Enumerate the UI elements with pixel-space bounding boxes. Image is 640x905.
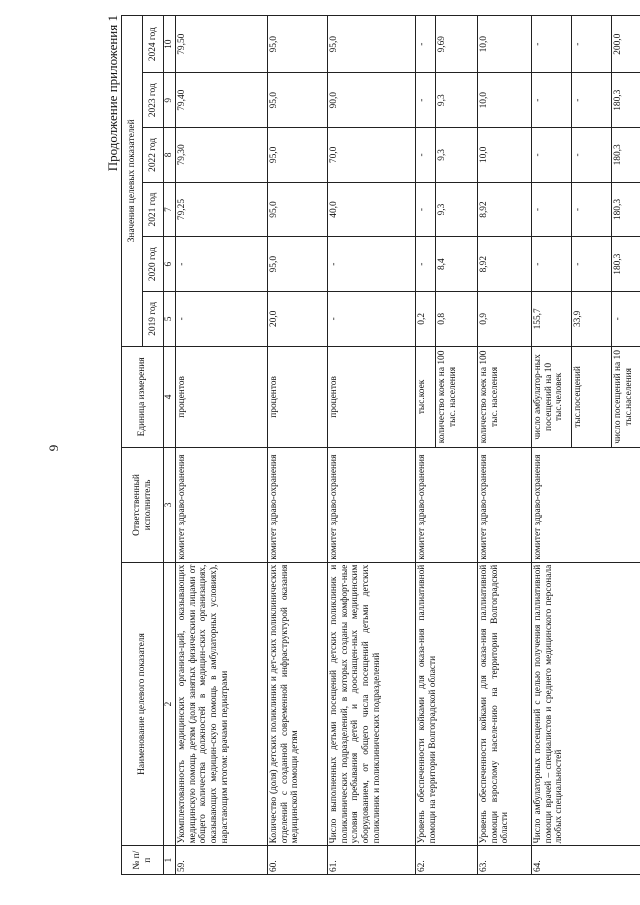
value-2024: 95,0 [328,16,416,73]
value-2020: - [416,237,436,292]
value-2023: - [532,73,572,128]
continuation-caption: Продолжение приложения 1 [105,15,120,172]
value-2021: - [572,182,612,237]
responsible-executor: комитет здраво-охранения [268,448,328,563]
value-2020: 95,0 [268,237,328,292]
responsible-executor: комитет здраво-охранения [176,448,268,563]
row-number: 64. [532,846,640,875]
value-2024: - [416,16,436,73]
value-2021: - [532,182,572,237]
value-2023: 95,0 [268,73,328,128]
value-2019: 33,9 [572,292,612,347]
unit: количество коек на 100 тыс. населения [436,346,478,448]
value-2022: 9,3 [436,128,478,183]
table-row [176,16,268,875]
value-2024: 9,69 [436,16,478,73]
table-row [416,16,436,875]
responsible-executor: комитет здраво-охранения [478,448,532,563]
unit: процентов [328,346,416,448]
value-2020: - [532,237,572,292]
value-2023: 10,0 [478,73,532,128]
value-2020: 180,3 [612,237,640,292]
value-2019: 0,9 [478,292,532,347]
unit: число посещений на 10 тыс.населения [612,346,640,448]
value-2019: - [328,292,416,347]
header-executor: Ответственный исполнитель [122,448,164,563]
unit: тыс.посещений [572,346,612,448]
value-2020: - [176,237,268,292]
column-number: 5 [164,292,176,347]
value-2023: - [416,73,436,128]
value-2021: 180,3 [612,182,640,237]
value-2021: 79,25 [176,182,268,237]
value-2023: 9,3 [436,73,478,128]
value-2024: 79,50 [176,16,268,73]
header-name: Наименование целевого показателя [122,562,164,846]
value-2021: 40,0 [328,182,416,237]
value-2022: 95,0 [268,128,328,183]
value-2020: - [328,237,416,292]
value-2019: - [176,292,268,347]
responsible-executor: комитет здраво-охранения [532,448,640,563]
indicators-table [121,15,640,875]
value-2021: 95,0 [268,182,328,237]
value-2020: 8,4 [436,237,478,292]
unit: число амбулатор-ных посещений на 10 тыс.человек [532,346,572,448]
value-2022: 79,30 [176,128,268,183]
header-unit: Единица измерения [122,346,164,448]
rotated-table-sheet [105,15,634,875]
column-number: 6 [164,237,176,292]
value-2023: - [572,73,612,128]
indicator-name: Уровень обеспеченности койками для оказа-ния паллиативной помощи на территории Волгоградской области [416,562,478,846]
responsible-executor: комитет здраво-охранения [328,448,416,563]
value-2019: - [612,292,640,347]
table-row [268,16,328,875]
unit: процентов [268,346,328,448]
header-year: 2020 год [143,237,164,292]
value-2023: 180,3 [612,73,640,128]
value-2019: 20,0 [268,292,328,347]
value-2022: 180,3 [612,128,640,183]
header-year: 2022 год [143,128,164,183]
indicator-name: Количество (доля) детских поликлиник и дет-ских поликлинических отделений с созданной современной инфраструктурой оказания медицинской помощи детям [268,562,328,846]
value-2022: - [572,128,612,183]
table-row [478,16,532,875]
table-row [532,16,572,875]
header-year: 2023 год [143,73,164,128]
value-2024: - [532,16,572,73]
value-2023: 79,40 [176,73,268,128]
value-2024: - [572,16,612,73]
column-number: 9 [164,73,176,128]
row-number: 59. [176,846,268,875]
page-number: 9 [46,444,61,452]
value-2020: - [572,237,612,292]
unit: количество коек на 100 тыс. населения [478,346,532,448]
value-2019: 0,2 [416,292,436,347]
value-2022: 10,0 [478,128,532,183]
header-year: 2024 год [143,16,164,73]
column-number: 2 [164,562,176,846]
header-values-group: Значения целевых показателей [122,16,143,347]
row-number: 63. [478,846,532,875]
value-2019: 155,7 [532,292,572,347]
unit: тыс.коек [416,346,436,448]
column-number: 7 [164,182,176,237]
row-number: 62. [416,846,478,875]
value-2024: 10,0 [478,16,532,73]
indicator-name: Число выполненных детьми посещений детских поликлиник и поликлинических подразделений, в которых созданы комфорт-ные условия пребывания детей и дооснащен-ных медицинским оборудованием, от общего числа посещений детьми детских поликлиник и поликлинических подразделений [328,562,416,846]
value-2023: 90,0 [328,73,416,128]
header-num: № п/п [122,846,164,875]
indicator-name: Укомплектованность медицинских организа-ций, оказывающих медицинскую помощь детям (доля занятых физическими лицами от общего количества должностей в медицин-ских организациях, оказывающих медицин-скую помощь в амбулаторных условиях), нарастающим итогом: врачами педиатрами [176,562,268,846]
column-number: 10 [164,16,176,73]
column-number: 8 [164,128,176,183]
value-2022: 70,0 [328,128,416,183]
column-number: 4 [164,346,176,448]
value-2021: 9,3 [436,182,478,237]
value-2022: - [416,128,436,183]
value-2021: - [416,182,436,237]
value-2022: - [532,128,572,183]
indicator-name: Уровень обеспеченности койками для оказа-ния паллиативной помощи взрослому населе-нию на территории Волгоградской области [478,562,532,846]
value-2019: 0,8 [436,292,478,347]
indicator-name: Число амбулаторных посещений с целью получения паллиативной помощи врачей – специалистов и среднего медицинского персонала любых специальностей [532,562,640,846]
value-2024: 95,0 [268,16,328,73]
column-number: 3 [164,448,176,563]
value-2020: 8,92 [478,237,532,292]
row-number: 60. [268,846,328,875]
column-number: 1 [164,846,176,875]
table-row [328,16,416,875]
unit: процентов [176,346,268,448]
value-2024: 200,0 [612,16,640,73]
row-number: 61. [328,846,416,875]
responsible-executor: комитет здраво-охранения [416,448,478,563]
value-2021: 8,92 [478,182,532,237]
header-year: 2019 год [143,292,164,347]
header-year: 2021 год [143,182,164,237]
